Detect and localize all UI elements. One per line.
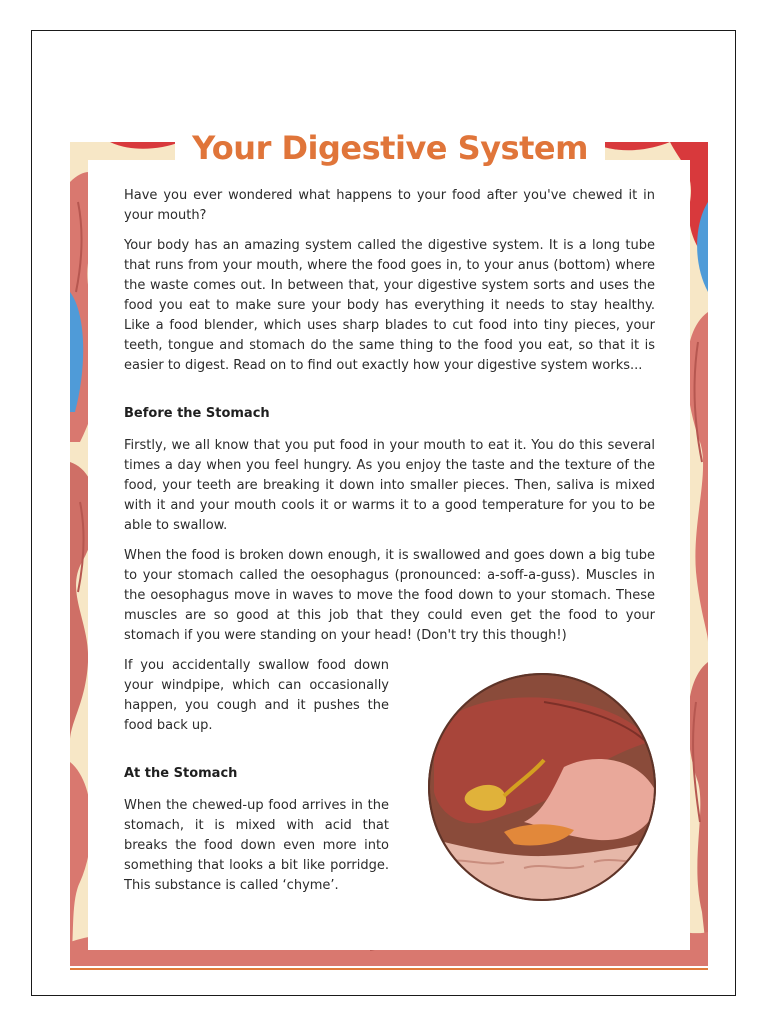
intro-paragraph-1: Have you ever wondered what happens to your food after you've chewed it in your mouth? [124,188,655,223]
at-stomach-paragraph-1: When the chewed-up food arrives in the stomach, it is mixed with acid that breaks the food down even more into something that looks a bit like porridge. This substance is called ‘chyme’. [124,798,389,893]
intro-paragraph-2: Your body has an amazing system called the digestive system. It is a long tube that runs from your mouth, where the food goes in, to your anus (bottom) where the waste comes out. In between that, your digestive system sorts and uses the food you eat to make sure your body has everything it needs to stay healthy. Like a food blender, which uses sharp blades to cut food into tiny pieces, your teeth, tongue and stomach do the same thing to the food you eat, so that it is easier to digest. Read on to find out exactly how your digestive system works... [124,238,655,373]
bottom-divider [70,968,708,970]
before-stomach-paragraph-1: Firstly, we all know that you put food in your mouth to eat it. You do this several times a day when you feel hungry. As you enjoy the taste and the texture of the food, your teeth are breaking it down into smaller pieces. Then, saliva is mixed with it and your mouth cools it or warms it to a good temperature for you to be able to swallow. [124,438,655,533]
before-stomach-paragraph-2: When the food is broken down enough, it is swallowed and goes down a big tube to your stomach called the oesophagus (pronounced: a-soff-a-guss). Muscles in the oesophagus move in waves to move the food down to your stomach. These muscles are so good at this job that they could even get the food to your stomach if you were standing on your head! (Don't try this though!) [124,548,655,643]
digestive-organs-illustration [424,672,660,902]
page-title: Your Digestive System [192,129,588,167]
before-stomach-paragraph-3: If you accidentally swallow food down your windpipe, which can occasionally happen, you cough and it pushes the food back up. [124,658,389,733]
at-stomach-heading: At the Stomach [124,766,238,781]
before-stomach-heading: Before the Stomach [124,406,270,421]
